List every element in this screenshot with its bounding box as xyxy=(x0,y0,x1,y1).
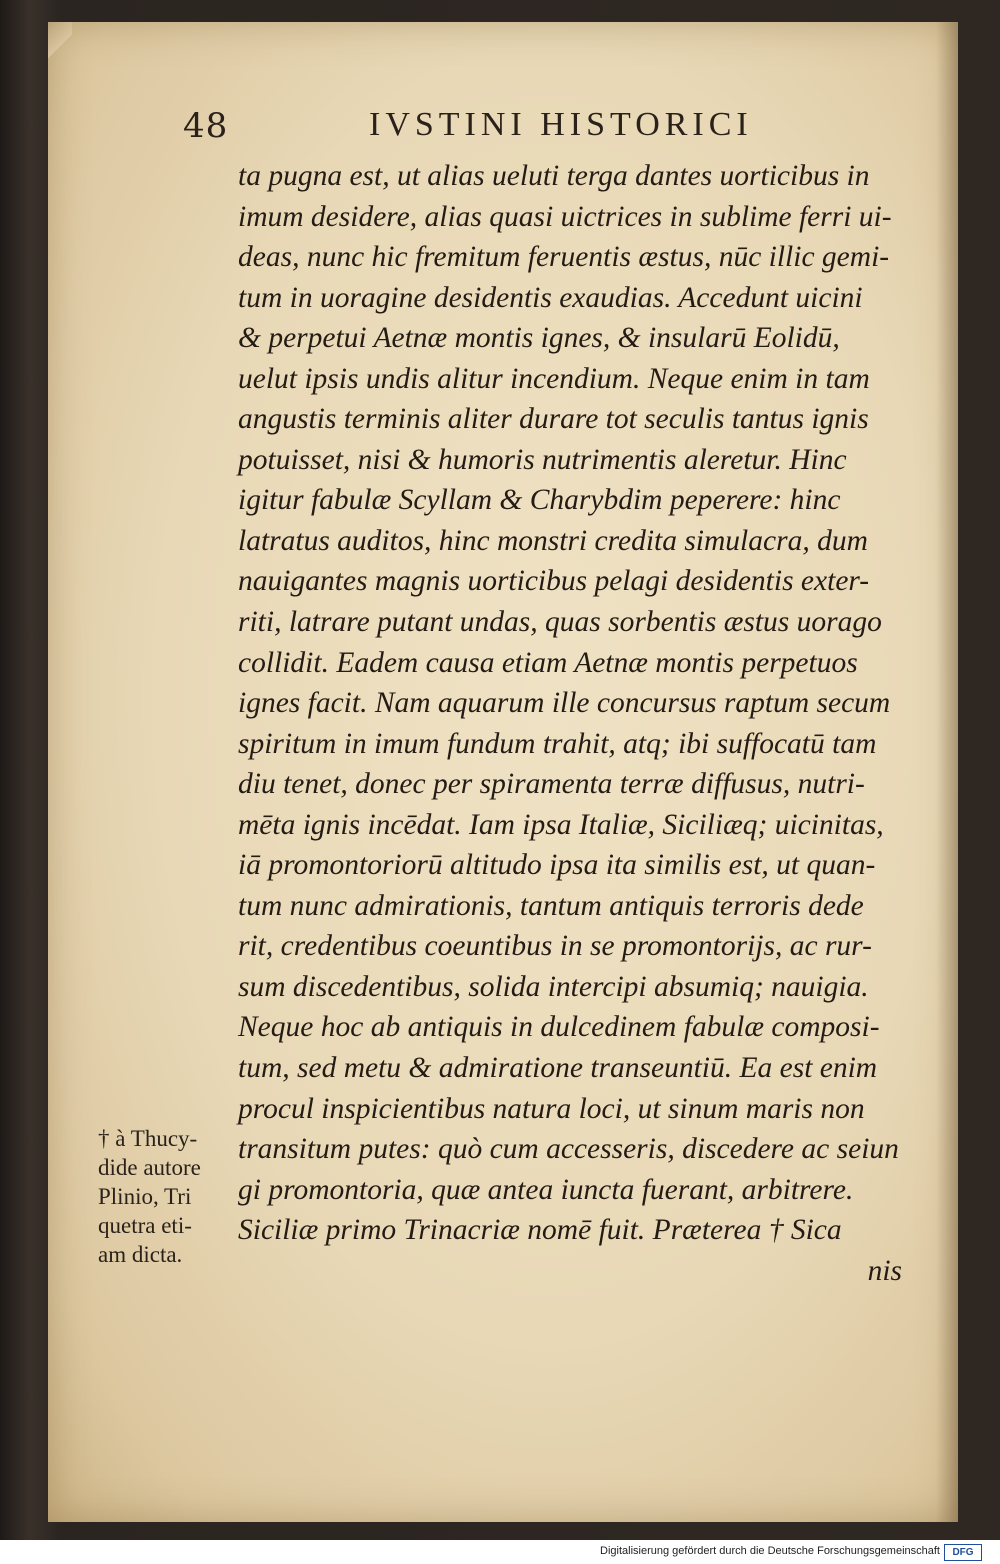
text-line: diu tenet, donec per spiramenta terræ diffusus, nutri- xyxy=(238,768,865,801)
text-line: tum nunc admirationis, tantum antiquis terroris dede xyxy=(238,889,864,922)
text-line: & perpetui Aetnæ montis ignes, & insularū Eolidū, xyxy=(238,322,840,355)
text-line: tum in uoragine desidentis exaudias. Accedunt uicini xyxy=(238,281,863,314)
running-head xyxy=(183,106,823,150)
text-line: imum desidere, alias quasi uictrices in sublime ferri ui- xyxy=(238,200,892,233)
text-line: gi promontoria, quæ antea iuncta fuerant, arbitrere. xyxy=(238,1173,854,1206)
text-line: transitum putes: quò cum accesseris, discedere ac seiun xyxy=(238,1133,899,1166)
text-line: Siciliæ primo Trinacriæ nomē fuit. Præterea † Sica xyxy=(238,1214,842,1247)
text-line: spiritum in imum fundum trahit, atq; ibi suffocatū tam xyxy=(238,727,877,760)
text-line: mēta ignis incēdat. Iam ipsa Italiæ, Siciliæq; uicinitas, xyxy=(238,808,884,841)
dfg-logo: DFG xyxy=(944,1544,982,1561)
text-line: rit, credentibus coeuntibus in se promontorijs, ac rur- xyxy=(238,930,872,963)
folded-corner xyxy=(48,22,72,58)
digitization-footer xyxy=(0,1540,1000,1564)
text-line: latratus auditos, hinc monstri credita simulacra, dum xyxy=(238,524,868,557)
text-line: nauigantes magnis uorticibus pelagi desidentis exter- xyxy=(238,565,870,598)
footer-credit: Digitalisierung gefördert durch die Deutsche Forschungsgemeinschaft xyxy=(600,1545,940,1557)
text-line: sum discedentibus, solida intercipi absumiq; nauigia. xyxy=(238,970,869,1003)
margin-note-line: quetra eti- xyxy=(98,1213,192,1238)
text-line: deas, nunc hic fremitum feruentis æstus, nūc illic gemi- xyxy=(238,241,890,274)
text-line: angustis terminis aliter durare tot seculis tantus ignis xyxy=(238,403,869,436)
text-line: Neque hoc ab antiquis in dulcedinem fabulæ composi- xyxy=(238,1011,880,1044)
margin-note-line: † à Thucy- xyxy=(98,1126,198,1151)
text-line: ta pugna est, ut alias ueluti terga dantes uorticibus in xyxy=(238,160,870,192)
text-line: uelut ipsis undis alitur incendium. Neque enim in tam xyxy=(238,362,870,395)
main-text-block xyxy=(238,156,910,1291)
margin-note xyxy=(98,1124,238,1269)
page-edge-shadow xyxy=(936,22,958,1522)
text-line: procul inspicientibus natura loci, ut sinum maris non xyxy=(238,1092,865,1125)
text-line: riti, latrare putant undas, quas sorbentis æstus uorago xyxy=(238,606,882,639)
margin-note-line: Plinio, Tri xyxy=(98,1184,192,1209)
running-head-title: IVSTINI HISTORICI xyxy=(369,106,753,143)
text-line: potuisset, nisi & humoris nutrimentis aleretur. Hinc xyxy=(238,443,847,476)
text-line: tum, sed metu & admiratione transeuntiū. Ea est enim xyxy=(238,1052,878,1085)
margin-note-line: dide autore xyxy=(98,1155,201,1180)
catchword: nis xyxy=(867,1254,902,1287)
page-number: 48 xyxy=(183,106,229,146)
text-line: igitur fabulæ Scyllam & Charybdim peperere: hinc xyxy=(238,484,841,517)
margin-note-line: am dicta. xyxy=(98,1242,183,1267)
text-line: collidit. Eadem causa etiam Aetnæ montis perpetuos xyxy=(238,646,858,679)
text-line: iā promontoriorū altitudo ipsa ita similis est, ut quan- xyxy=(238,849,876,882)
text-line: ignes facit. Nam aquarum ille concursus raptum secum xyxy=(238,687,891,720)
